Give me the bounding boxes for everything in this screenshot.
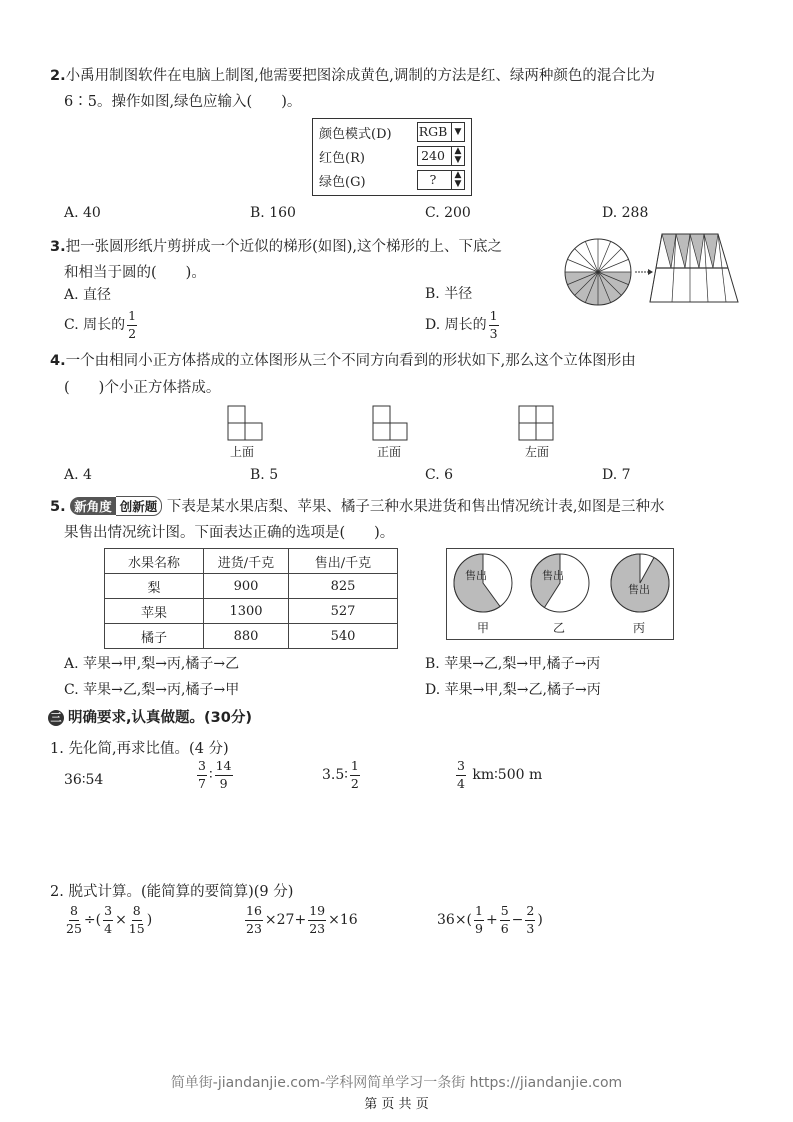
new-angle-badge: 新角度 [70, 497, 116, 515]
expression-1: $\frac{8}{25}$ ÷( $\frac{3}{4}$ × $\frac{8}{15}$ ) [66, 903, 153, 936]
q2-line1: 2.小禹用制图软件在电脑上制图,他需要把图涂成黄色,调制的方法是红、绿两种颜色的混合比为 [50, 68, 655, 84]
expression-2: $\frac{16}{23}$ ×27+ $\frac{19}{23}$ ×16 [246, 903, 358, 936]
circle-to-trapezoid-figure [560, 228, 760, 308]
watermark-footer: 简单街-jiandanjie.com-学科网简单学习一条街 https://jiandanjie.com [170, 1075, 623, 1091]
mode-select[interactable]: RGB ▼ [417, 122, 465, 142]
section-number-icon: 三 [48, 710, 64, 726]
trapezoid-shape [650, 234, 738, 302]
pie-label-bing: 丙 [633, 621, 646, 635]
innovation-badge: 创新题 [116, 496, 163, 516]
q2-line2: 6∶5。操作如图,绿色应输入( )。 [64, 94, 302, 110]
green-label: 绿色(G) [319, 175, 366, 190]
ratio-3: 3.5∶ $\frac{1}{2}$ [322, 758, 359, 791]
q4-option-a[interactable]: A. 4 [64, 467, 92, 483]
q3-option-c[interactable]: C. 周长的 $\frac{1}{2}$ [64, 308, 137, 341]
pie-label-jia: 甲 [477, 621, 490, 635]
sector-line [598, 249, 621, 272]
red-input[interactable]: 240 ▲ ▼ [417, 146, 465, 166]
fraction: $\frac{1}{3}$ [489, 308, 498, 341]
q3-option-a[interactable]: A. 直径 [64, 287, 112, 303]
view-label-front: 正面 [377, 445, 402, 459]
pie-sold-label: 售出 [542, 569, 564, 582]
pie-label-yi: 乙 [553, 621, 566, 635]
page-number: 第 页 共 页 [364, 1097, 429, 1112]
section-3-heading: 三 明确要求,认真做题。(30分) [48, 706, 252, 727]
expression-3: 36×( $\frac{1}{9}$ + $\frac{5}{6}$ − $\frac{2}{3}$ ) [437, 903, 543, 936]
q5-option-a[interactable]: A. 苹果→甲,梨→丙,橘子→乙 [64, 656, 240, 672]
q5-line2: 果售出情况统计图。下面表达正确的选项是( )。 [64, 525, 395, 541]
s3q1-title: 1. 先化简,再求比值。(4 分) [50, 741, 229, 757]
q4-option-d[interactable]: D. 7 [602, 467, 631, 483]
mode-label: 颜色模式(D) [319, 127, 392, 142]
color-dialog [312, 118, 472, 196]
left-view-figure [516, 403, 576, 443]
q4-option-c[interactable]: C. 6 [425, 467, 454, 483]
sales-pie-charts [446, 548, 674, 640]
view-label-left: 左面 [525, 445, 550, 459]
q2-option-c[interactable]: C. 200 [425, 205, 471, 221]
s3q2-title: 2. 脱式计算。(能简算的要简算)(9 分) [50, 884, 294, 900]
front-view-figure [370, 403, 430, 443]
table-row: 橘子 880 540 [105, 624, 398, 649]
pie-sold-label: 售出 [628, 583, 650, 596]
q5-line1: 5. 新角度 创新题 下表是某水果店梨、苹果、橘子三种水果进货和售出情况统计表,如图是三种水 [50, 495, 664, 516]
view-label-top: 上面 [230, 445, 255, 459]
ratio-1: 36∶54 [64, 772, 104, 788]
q2-option-a[interactable]: A. 40 [64, 205, 101, 221]
table-row: 梨 900 825 [105, 574, 398, 599]
trapezoid-sector [690, 234, 704, 268]
pie-sold-label: 售出 [465, 569, 487, 582]
spinner-icon[interactable]: ▲ ▼ [451, 147, 464, 165]
dropdown-arrow-icon[interactable]: ▼ [451, 123, 464, 141]
table-row: 苹果 1300 527 [105, 599, 398, 624]
q3-option-b[interactable]: B. 半径 [425, 286, 473, 302]
trapezoid-sector [676, 234, 690, 268]
sliced-circle [565, 239, 631, 305]
q5-option-c[interactable]: C. 苹果→乙,梨→丙,橘子→甲 [64, 682, 240, 698]
arrow-icon [635, 269, 653, 275]
q2-option-d[interactable]: D. 288 [602, 205, 649, 221]
q2-option-b[interactable]: B. 160 [250, 205, 296, 221]
ratio-4: $\frac{3}{4}$ km∶500 m [457, 758, 543, 791]
trapezoid-sector [662, 234, 676, 268]
q3-line2: 和相当于圆的( )。 [64, 265, 206, 281]
ratio-2: $\frac{3}{7}$ ∶ $\frac{14}{9}$ [198, 758, 232, 791]
q5-option-d[interactable]: D. 苹果→甲,梨→乙,橘子→丙 [425, 682, 601, 698]
q4-option-b[interactable]: B. 5 [250, 467, 279, 483]
q5-option-b[interactable]: B. 苹果→乙,梨→甲,橘子→丙 [425, 656, 601, 672]
trapezoid-sector [704, 234, 718, 268]
q3-option-d[interactable]: D. 周长的 $\frac{1}{3}$ [425, 308, 498, 341]
spinner-icon[interactable]: ▲ ▼ [451, 171, 464, 189]
q4-line1: 4.一个由相同小正方体搭成的立体图形从三个不同方向看到的形状如下,那么这个立体图形由 [50, 353, 636, 369]
red-label: 红色(R) [319, 151, 365, 166]
q3-line1: 3.把一张圆形纸片剪拼成一个近似的梯形(如图),这个梯形的上、下底之 [50, 239, 503, 255]
top-view-figure [225, 403, 285, 443]
q4-line2: ( )个小正方体搭成。 [64, 380, 221, 396]
sector-line [575, 249, 598, 272]
green-input[interactable]: ? ▲ ▼ [417, 170, 465, 190]
fraction: $\frac{1}{2}$ [128, 308, 137, 341]
table-header-row: 水果名称 进货/千克 售出/千克 [105, 549, 398, 574]
fruit-table [104, 548, 398, 649]
